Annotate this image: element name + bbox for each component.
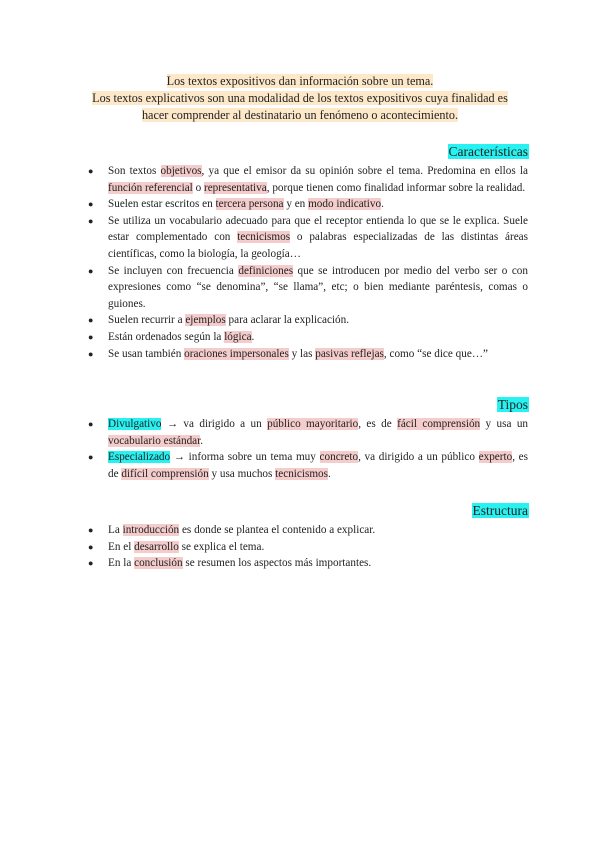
text-segment: Se incluyen con frecuencia <box>108 264 239 277</box>
highlighted-term: conclusión <box>134 557 183 570</box>
text-segment: . <box>328 467 331 480</box>
text-segment: En la <box>108 557 135 570</box>
text-segment: y en <box>283 198 309 211</box>
text-segment: y usa un <box>480 418 529 430</box>
intro-line-2: Los textos explicativos son una modalidad de los textos expositivos cuya finalidad es <box>92 91 508 105</box>
text-segment: , va dirigido a un público <box>358 451 479 464</box>
list-tipos <box>88 416 528 482</box>
text-segment: se resumen los aspectos más importantes. <box>182 557 372 570</box>
list-item <box>88 449 528 482</box>
highlighted-term: vocabulario estándar <box>108 434 201 447</box>
list-item <box>88 312 528 329</box>
highlighted-term: Especializado <box>108 451 171 464</box>
intro-block <box>60 73 540 124</box>
intro-line-3: hacer comprender al destinatario un fenómeno o acontecimiento. <box>141 108 459 122</box>
text-segment: Se utiliza un vocabulario adecuado para que el receptor entienda lo que se le explica. Suele estar complementado con <box>108 214 528 244</box>
list-caracteristicas <box>88 163 528 362</box>
heading-tipos: Tipos <box>497 397 528 412</box>
text-segment: , porque tienen como finalidad informar sobre la realidad. <box>266 181 526 194</box>
list-item <box>88 346 528 363</box>
text-segment: , como “se dice que…” <box>383 347 488 360</box>
highlighted-term: lógica <box>224 330 252 343</box>
highlighted-term: tecnicismos <box>237 231 291 244</box>
highlighted-term: representativa <box>203 181 267 194</box>
text-segment: es donde se plantea el contenido a explicar. <box>179 524 376 536</box>
highlighted-term: tercera persona <box>215 198 284 211</box>
text-segment: o <box>192 181 204 194</box>
heading-caracteristicas: Características <box>448 144 528 159</box>
text-segment: , es de <box>358 418 398 430</box>
text-segment: , ya que el emisor da su opinión sobre el tema. Predomina en ellos la <box>201 165 528 177</box>
highlighted-term: tecnicismos <box>275 467 328 480</box>
text-segment: Suelen recurrir a <box>108 314 186 327</box>
text-segment: Están ordenados según la <box>108 330 225 343</box>
text-segment: La <box>108 524 123 536</box>
intro-line-1: Los textos expositivos dan información sobre un tema. <box>166 74 434 88</box>
text-segment: En el <box>108 540 135 553</box>
list-item <box>88 263 528 313</box>
list-item <box>88 213 528 263</box>
highlighted-term: experto <box>478 451 513 464</box>
list-item <box>88 196 528 213</box>
highlighted-term: objetivos <box>160 165 202 177</box>
text-segment: se explica el tema. <box>178 540 265 553</box>
text-segment: . <box>381 198 384 211</box>
text-segment: y las <box>288 347 316 360</box>
highlighted-term: definiciones <box>238 264 294 277</box>
highlighted-term: fácil comprensión <box>397 418 481 430</box>
list-item <box>88 555 528 572</box>
text-segment: . <box>251 330 255 343</box>
text-segment: que se introducen por medio del verbo ser o con expresiones como “se denomina”, “se llama”, etc; o bien mediante paréntesis, comas o guiones. <box>108 264 528 310</box>
highlighted-term: concreto <box>319 451 359 464</box>
highlighted-term: oraciones impersonales <box>184 347 289 360</box>
list-item <box>88 163 528 196</box>
text-segment: → va dirigido a un <box>161 418 268 430</box>
highlighted-term: público mayoritario <box>267 418 359 430</box>
text-segment: Suelen estar escritos en <box>108 198 216 211</box>
text-segment: y usa muchos <box>208 467 276 480</box>
text-segment: . <box>200 434 204 447</box>
highlighted-term: modo indicativo <box>308 198 382 211</box>
list-item <box>88 329 528 346</box>
text-segment: Se usan también <box>108 347 185 360</box>
highlighted-term: desarrollo <box>134 540 179 553</box>
list-item <box>88 522 528 539</box>
highlighted-term: introducción <box>122 524 180 536</box>
highlighted-term: Divulgativo <box>108 418 162 430</box>
heading-estructura: Estructura <box>472 503 528 518</box>
list-item <box>88 416 528 449</box>
text-segment: , es de <box>108 451 528 480</box>
text-segment: → informa sobre un tema muy <box>170 451 320 464</box>
text-segment: o palabras especializadas de las distintas áreas científicas, como la biología, la geología… <box>108 231 528 260</box>
highlighted-term: pasivas reflejas <box>315 347 384 360</box>
text-segment: para aclarar la explicación. <box>225 314 350 327</box>
text-segment: Son textos <box>108 165 161 177</box>
list-item <box>88 539 528 556</box>
list-estructura <box>88 522 528 572</box>
highlighted-term: ejemplos <box>185 314 226 327</box>
highlighted-term: difícil comprensión <box>121 467 209 480</box>
highlighted-term: función referencial <box>108 181 193 194</box>
